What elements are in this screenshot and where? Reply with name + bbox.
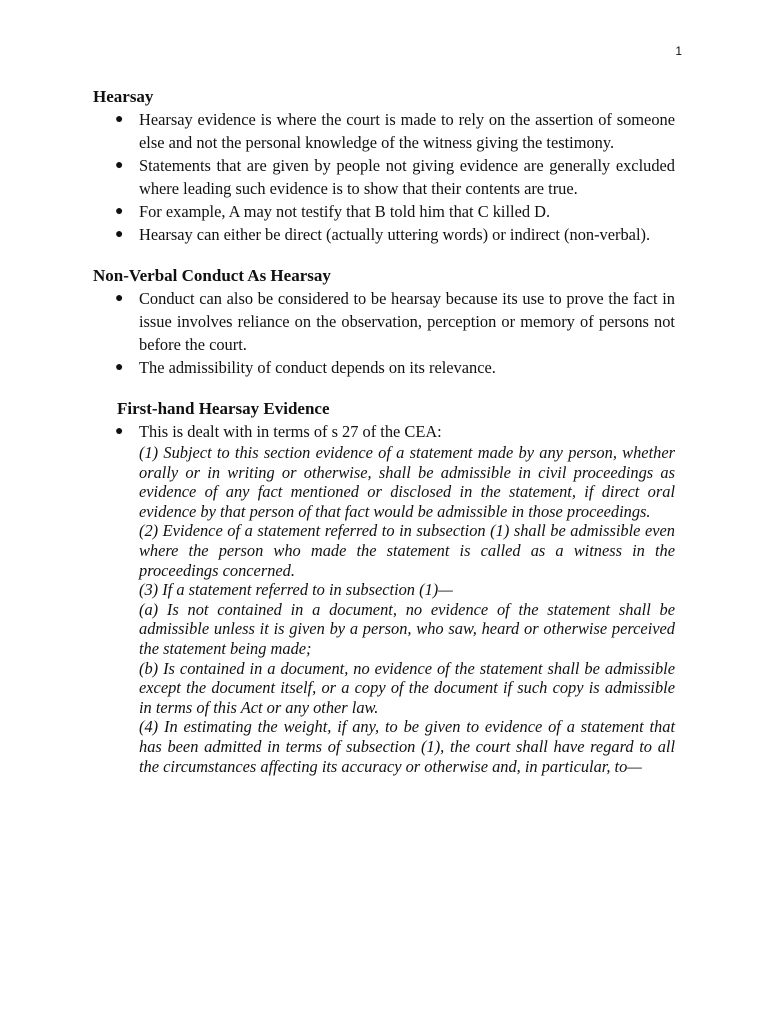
quote-paragraph: (2) Evidence of a statement referred to in subsection (1) shall be admissible even where the person who made the statement is called as a witness in the proceedings concerned.: [139, 521, 675, 580]
section-non-verbal-conduct: [93, 265, 675, 379]
statute-quote: [139, 443, 675, 776]
list-item: [93, 356, 675, 379]
quote-paragraph: (b) Is contained in a document, no evidence of the statement shall be admissible except the document itself, or a copy of the document if such copy is admissible in terms of this Act or any other law.: [139, 658, 675, 717]
list-item: [93, 200, 675, 223]
section-heading: First-hand Hearsay Evidence: [117, 399, 330, 418]
bullet-icon: ●: [115, 227, 124, 242]
quote-paragraph: (3) If a statement referred to in subsection (1)—: [139, 580, 453, 600]
bullet-icon: ●: [115, 112, 124, 127]
section-heading: Hearsay: [93, 87, 154, 106]
page-number: 1: [675, 44, 682, 58]
list-item-text: Statements that are given by people not giving evidence are generally excluded where leading such evidence is to show that their contents are true.: [139, 156, 675, 198]
section-heading: Non-Verbal Conduct As Hearsay: [93, 266, 331, 285]
list-item-text: Hearsay can either be direct (actually uttering words) or indirect (non-verbal).: [139, 225, 651, 244]
list-item-text: Conduct can also be considered to be hearsay because its use to prove the fact in issue involves reliance on the observation, perception or memory of persons not before the court.: [139, 289, 675, 354]
bullet-icon: ●: [115, 204, 124, 219]
list-item-text: For example, A may not testify that B told him that C killed D.: [139, 202, 551, 221]
list-item: [93, 154, 675, 200]
list-item-text: This is dealt with in terms of s 27 of the CEA:: [139, 422, 442, 441]
list-item: [93, 287, 675, 356]
bullet-icon: ●: [115, 424, 124, 439]
list-item: [93, 108, 675, 154]
section-hearsay: [93, 86, 675, 246]
list-item: [93, 420, 675, 443]
quote-paragraph: (a) Is not contained in a document, no evidence of the statement shall be admissible unless it is given by a person, who saw, heard or otherwise perceived the statement being made;: [139, 599, 675, 658]
section-first-hand-hearsay: [93, 398, 675, 776]
bullet-icon: ●: [115, 158, 124, 173]
quote-paragraph: (4) In estimating the weight, if any, to be given to evidence of a statement that has been admitted in terms of subsection (1), the court shall have regard to all the circumstances affecting its accuracy or otherwise and, in particular, to—: [139, 717, 675, 776]
list-item-text: The admissibility of conduct depends on its relevance.: [139, 358, 496, 377]
bullet-list: [93, 420, 675, 443]
bullet-icon: ●: [115, 360, 124, 375]
bullet-list: [93, 108, 675, 246]
bullet-list: [93, 287, 675, 379]
list-item-text: Hearsay evidence is where the court is made to rely on the assertion of someone else and not the personal knowledge of the witness giving the testimony.: [139, 110, 675, 152]
bullet-icon: ●: [115, 291, 124, 306]
document-body: [93, 86, 675, 795]
quote-paragraph: (1) Subject to this section evidence of a statement made by any person, whether orally or in writing or otherwise, shall be admissible in civil proceedings as evidence of any fact mentioned or disclosed in the statement, if direct oral evidence by that person of that fact would be admissible in those proceedings.: [139, 443, 675, 521]
list-item: [93, 223, 675, 246]
